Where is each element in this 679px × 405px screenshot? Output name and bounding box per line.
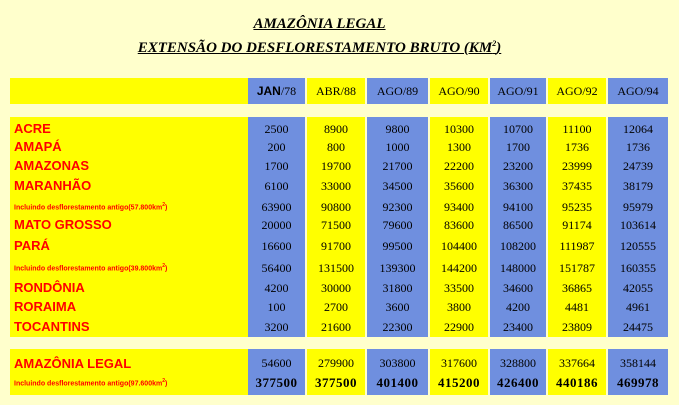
table-cell: 93400 (444, 200, 474, 214)
table-cell: 139300 (379, 261, 416, 275)
table-cell: 120555 (620, 239, 656, 253)
row-label-text: MARANHÃO (14, 178, 92, 193)
row-label (14, 319, 90, 334)
total-label (14, 356, 131, 371)
table-cell: 33000 (321, 179, 351, 193)
row-sublabel (14, 263, 167, 272)
total-subcell: 415200 (438, 375, 480, 390)
row-label-sup: 2 (162, 378, 165, 384)
subtitle-text: EXTENSÃO DO DESFLORESTAMENTO BRUTO (KM (137, 40, 493, 56)
table-cell: 31800 (382, 281, 413, 295)
column-header (367, 84, 428, 99)
column-header-text: ABR/88 (315, 84, 356, 98)
page-title: AMAZÔNIA LEGAL (253, 16, 386, 32)
row-label-text: PARÁ (14, 238, 50, 253)
row-label (14, 139, 62, 154)
row-label-sup: 2 (162, 263, 165, 269)
table-cell: 104400 (441, 239, 477, 253)
table-cell: 1000 (385, 140, 410, 154)
row-label-text: Incluindo desflorestamento antigo(57.800km (14, 204, 163, 212)
column-header-text: AGO/91 (497, 84, 539, 98)
table-cell: 160355 (620, 261, 656, 275)
header-band (10, 78, 248, 104)
table-cell: 86500 (503, 218, 533, 232)
table-cell: 24475 (623, 320, 653, 334)
total-subcell: 377500 (315, 375, 357, 390)
table-cell: 38179 (623, 179, 653, 193)
table-cell: 34500 (382, 179, 413, 193)
row-sublabel (14, 202, 167, 211)
table-cell: 1700 (264, 159, 289, 173)
column-header (548, 84, 606, 99)
total-subcell: 377500 (255, 375, 298, 390)
total-subcell: 469978 (617, 375, 659, 390)
table-cell: 151787 (559, 261, 595, 275)
table-cell: 100 (267, 300, 286, 314)
table-cell: 4200 (264, 281, 289, 295)
table-cell: 9800 (385, 122, 410, 136)
column-header-text: AGO/89 (376, 84, 419, 98)
table-cell: 144200 (441, 261, 477, 275)
table-cell: 148000 (500, 261, 536, 275)
table-cell: 22300 (382, 320, 413, 334)
row-label-text: ACRE (14, 121, 51, 136)
row-label-close: ) (164, 204, 168, 212)
table-cell: 4481 (565, 300, 589, 314)
table-cell: 19700 (321, 159, 351, 173)
table-cell: 22200 (444, 159, 474, 173)
table-cell: 56400 (261, 261, 292, 275)
column-header-bold: JAN (256, 84, 281, 98)
table-cell: 2500 (264, 122, 289, 136)
table-cell: 131500 (318, 261, 354, 275)
table-cell: 800 (327, 140, 345, 154)
table-cell: 94100 (503, 200, 533, 214)
table-cell: 83600 (444, 218, 474, 232)
table-cell: 3200 (264, 320, 289, 334)
row-label (14, 238, 50, 253)
column-header (490, 84, 546, 99)
table-cell: 2700 (324, 300, 348, 314)
table-cell: 1700 (506, 140, 530, 154)
table-cell: 10700 (503, 122, 533, 136)
row-label (14, 280, 85, 295)
total-cell: 303800 (379, 356, 416, 370)
total-cell: 54600 (261, 356, 292, 370)
table-cell: 20000 (261, 218, 292, 232)
subtitle-end: ) (496, 40, 502, 56)
table-cell: 91174 (562, 218, 592, 232)
row-label-text: RONDÔNIA (14, 280, 85, 295)
table-cell: 3600 (385, 300, 410, 314)
row-label-text: MATO GROSSO (14, 217, 112, 232)
subtitle-sup: 2 (492, 39, 497, 48)
row-label (14, 178, 91, 193)
table-cell: 42055 (623, 281, 653, 295)
table-cell: 63900 (261, 200, 292, 214)
row-label-text: AMAPÁ (14, 139, 62, 154)
column-header (608, 84, 668, 99)
column-header-text: /78 (280, 84, 297, 98)
row-label-text: RORAIMA (14, 299, 77, 314)
row-label-text: Incluindo desflorestamento antigo(97.600km (14, 380, 163, 388)
table-cell: 10300 (444, 122, 474, 136)
column-header-text: AGO/92 (556, 84, 598, 98)
table-cell: 23809 (562, 320, 592, 334)
row-label-close: ) (164, 380, 168, 388)
table-cell: 8900 (324, 122, 348, 136)
row-label-text: TOCANTINS (14, 319, 90, 334)
table-cell: 200 (267, 140, 286, 154)
table-cell: 1300 (447, 140, 471, 154)
table-cell: 23200 (503, 159, 533, 173)
column-header-text: AGO/94 (617, 84, 659, 98)
row-label (14, 158, 89, 173)
column-header-text: AGO/90 (438, 84, 480, 98)
column-header (307, 84, 365, 99)
table-cell: 16600 (261, 239, 292, 253)
table-cell: 95235 (562, 200, 592, 214)
table-cell: 108200 (500, 239, 536, 253)
table-cell: 21700 (382, 159, 413, 173)
table-cell: 36300 (503, 179, 533, 193)
row-label (14, 217, 112, 232)
row-label-text: AMAZÔNIA LEGAL (14, 356, 132, 371)
total-cell: 317600 (441, 356, 477, 370)
row-label (14, 299, 76, 314)
table-cell: 12064 (623, 122, 653, 136)
table-cell: 103614 (620, 218, 656, 232)
table-cell: 92300 (382, 200, 413, 214)
table-cell: 1736 (565, 140, 589, 154)
table-cell: 37435 (562, 179, 592, 193)
table-cell: 1736 (626, 140, 650, 154)
table-cell: 79600 (382, 218, 413, 232)
table-cell: 35600 (444, 179, 474, 193)
table-cell: 34600 (503, 281, 533, 295)
table-cell: 23400 (503, 320, 533, 334)
total-cell: 328800 (500, 356, 536, 370)
table-cell: 4200 (506, 300, 530, 314)
table-cell: 24739 (623, 159, 653, 173)
total-cell: 279900 (318, 356, 354, 370)
page-subtitle (0, 39, 659, 57)
table-cell: 111987 (559, 239, 595, 253)
table-cell: 33500 (444, 281, 474, 295)
column-header (248, 84, 305, 99)
row-label-close: ) (164, 265, 168, 273)
total-cell: 358144 (620, 356, 656, 370)
table-cell: 6100 (264, 179, 289, 193)
table-cell: 90800 (321, 200, 351, 214)
total-subcell: 426400 (497, 375, 539, 390)
row-label (14, 121, 51, 136)
column-header (430, 84, 488, 99)
table-cell: 4961 (626, 300, 650, 314)
total-cell: 337664 (559, 356, 595, 370)
total-subcell: 401400 (376, 375, 419, 390)
row-label-text: AMAZONAS (14, 158, 90, 173)
table-cell: 36865 (562, 281, 592, 295)
table-cell: 71500 (321, 218, 351, 232)
table-cell: 23999 (562, 159, 592, 173)
table-cell: 30000 (321, 281, 351, 295)
table-cell: 91700 (321, 239, 351, 253)
row-label-text: Incluindo desflorestamento antigo(39.800km (14, 265, 163, 273)
total-subcell: 440186 (556, 375, 598, 390)
row-label-sup: 2 (162, 202, 165, 208)
table-cell: 22900 (444, 320, 474, 334)
table-cell: 3800 (447, 300, 471, 314)
table-cell: 99500 (382, 239, 413, 253)
total-sublabel (14, 378, 167, 387)
table-cell: 21600 (321, 320, 351, 334)
table-cell: 11100 (562, 122, 592, 136)
table-cell: 95979 (623, 200, 653, 214)
